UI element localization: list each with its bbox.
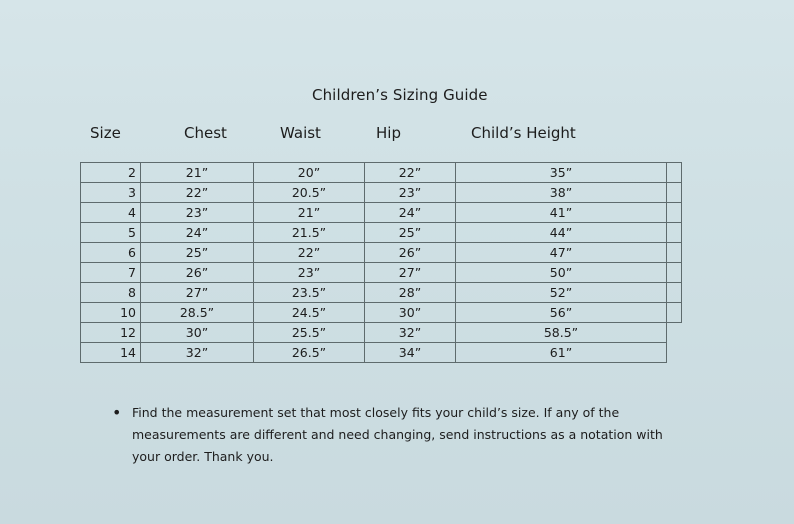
cell-extra	[667, 223, 682, 243]
cell-height: 38”	[456, 183, 667, 203]
cell-chest: 21”	[141, 163, 254, 183]
cell-height: 58.5”	[456, 323, 667, 343]
note-paragraph	[112, 402, 712, 468]
cell-waist: 22”	[254, 243, 365, 263]
note-line: measurements are different and need changing, send instructions as a notation with	[132, 427, 663, 442]
cell-extra	[667, 183, 682, 203]
cell-size: 3	[81, 183, 141, 203]
cell-hip: 22”	[365, 163, 456, 183]
table-row	[81, 163, 682, 183]
column-header-height: Child’s Height	[471, 124, 576, 142]
table-row	[81, 183, 682, 203]
table-row	[81, 323, 682, 343]
cell-size: 10	[81, 303, 141, 323]
cell-height: 44”	[456, 223, 667, 243]
cell-chest: 32”	[141, 343, 254, 363]
cell-height: 47”	[456, 243, 667, 263]
sizing-table-body	[81, 163, 682, 363]
cell-size: 7	[81, 263, 141, 283]
table-row	[81, 283, 682, 303]
page-title: Children’s Sizing Guide	[312, 86, 488, 104]
table-row	[81, 223, 682, 243]
cell-waist: 20”	[254, 163, 365, 183]
bullet-icon: •	[112, 403, 122, 422]
table-row	[81, 263, 682, 283]
column-header-size: Size	[90, 124, 121, 142]
cell-hip: 28”	[365, 283, 456, 303]
column-header-chest: Chest	[184, 124, 227, 142]
cell-chest: 27”	[141, 283, 254, 303]
cell-chest: 23”	[141, 203, 254, 223]
cell-extra	[667, 203, 682, 223]
cell-hip: 23”	[365, 183, 456, 203]
cell-waist: 21.5”	[254, 223, 365, 243]
cell-waist: 23.5”	[254, 283, 365, 303]
table-row	[81, 303, 682, 323]
cell-extra	[667, 283, 682, 303]
cell-size: 2	[81, 163, 141, 183]
note-line: Find the measurement set that most closely fits your child’s size. If any of the	[132, 405, 620, 420]
cell-waist: 20.5”	[254, 183, 365, 203]
cell-height: 41”	[456, 203, 667, 223]
cell-chest: 25”	[141, 243, 254, 263]
cell-size: 4	[81, 203, 141, 223]
cell-chest: 30”	[141, 323, 254, 343]
column-header-hip: Hip	[376, 124, 401, 142]
cell-extra	[667, 343, 682, 363]
cell-hip: 27”	[365, 263, 456, 283]
cell-size: 5	[81, 223, 141, 243]
cell-hip: 34”	[365, 343, 456, 363]
cell-waist: 26.5”	[254, 343, 365, 363]
cell-hip: 25”	[365, 223, 456, 243]
note-text	[132, 402, 712, 468]
cell-extra	[667, 243, 682, 263]
cell-chest: 26”	[141, 263, 254, 283]
sizing-table	[80, 162, 682, 363]
cell-height: 35”	[456, 163, 667, 183]
cell-height: 52”	[456, 283, 667, 303]
cell-waist: 25.5”	[254, 323, 365, 343]
cell-hip: 32”	[365, 323, 456, 343]
cell-waist: 21”	[254, 203, 365, 223]
cell-size: 6	[81, 243, 141, 263]
cell-extra	[667, 303, 682, 323]
cell-waist: 24.5”	[254, 303, 365, 323]
cell-chest: 22”	[141, 183, 254, 203]
table-row	[81, 343, 682, 363]
cell-extra	[667, 163, 682, 183]
cell-size: 8	[81, 283, 141, 303]
column-header-waist: Waist	[280, 124, 321, 142]
cell-height: 56”	[456, 303, 667, 323]
cell-extra	[667, 323, 682, 343]
cell-size: 12	[81, 323, 141, 343]
cell-height: 50”	[456, 263, 667, 283]
cell-height: 61”	[456, 343, 667, 363]
cell-extra	[667, 263, 682, 283]
cell-chest: 24”	[141, 223, 254, 243]
cell-chest: 28.5”	[141, 303, 254, 323]
cell-size: 14	[81, 343, 141, 363]
note-line: your order. Thank you.	[132, 449, 274, 464]
cell-hip: 24”	[365, 203, 456, 223]
table-row	[81, 243, 682, 263]
cell-hip: 30”	[365, 303, 456, 323]
table-row	[81, 203, 682, 223]
cell-hip: 26”	[365, 243, 456, 263]
cell-waist: 23”	[254, 263, 365, 283]
